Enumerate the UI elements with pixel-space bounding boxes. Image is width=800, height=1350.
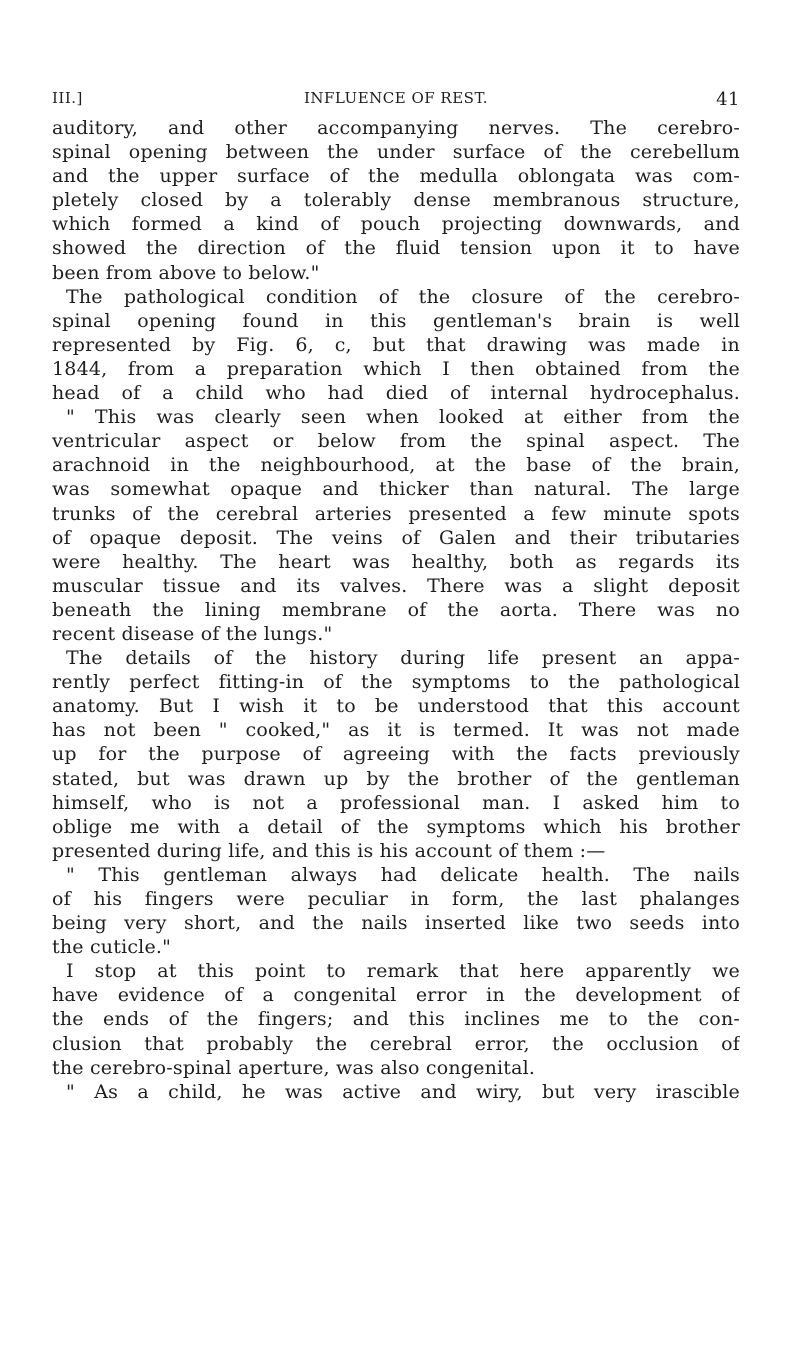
text-line: recent disease of the lungs." <box>52 622 333 645</box>
text-line: of his fingers were peculiar in form, the last phalanges <box>52 888 740 910</box>
text-line: has not been " cooked," as it is termed. It was not made <box>52 719 740 742</box>
text-line: The pathological condition of the closure of the cerebro- <box>66 285 740 308</box>
text-line: and the upper surface of the medulla oblongata was com- <box>52 165 740 188</box>
text-line: the cerebro-spinal aperture, was also congenital. <box>52 1056 536 1079</box>
page-header <box>52 89 740 115</box>
text-line: head of a child who had died of internal hydrocephalus. <box>52 382 740 405</box>
text-line: pletely closed by a tolerably dense membranous structure, <box>52 189 740 212</box>
text-line: represented by Fig. 6, c, but that drawing was made in <box>52 333 740 356</box>
page-number: 41 <box>716 89 740 110</box>
text-line: showed the direction of the fluid tension upon it to have <box>52 237 740 260</box>
chapter-number: III.] <box>52 89 83 107</box>
text-line: beneath the lining membrane of the aorta. There was no <box>52 598 740 621</box>
text-line: have evidence of a congenital error in the development of <box>52 984 740 1007</box>
text-line: trunks of the cerebral arteries presented a few minute spots <box>52 502 740 525</box>
text-line: ventricular aspect or below from the spinal aspect. The <box>52 430 740 453</box>
text-line: " This was clearly seen when looked at either from the <box>66 406 740 429</box>
text-line: spinal opening between the under surface of the cerebellum <box>52 141 740 164</box>
text-line: oblige me with a detail of the symptoms which his brother <box>52 815 740 838</box>
text-line: the cuticle." <box>52 936 172 959</box>
text-line: arachnoid in the neighbourhood, at the base of the brain, <box>52 454 740 477</box>
text-line: I stop at this point to remark that here apparently we <box>66 960 740 983</box>
text-line: stated, but was drawn up by the brother of the gentleman <box>52 767 740 790</box>
text-line: rently perfect fitting-in of the symptoms to the pathological <box>52 671 740 694</box>
text-line: being very short, and the nails inserted like two seeds into <box>52 912 740 935</box>
text-line: been from above to below." <box>52 261 320 284</box>
page-body <box>52 116 740 1104</box>
text-line: the ends of the fingers; and this inclines me to the con- <box>52 1008 740 1031</box>
text-line: 1844, from a preparation which I then obtained from the <box>52 357 740 380</box>
text-line: spinal opening found in this gentleman's brain is well <box>52 309 740 332</box>
text-line: of opaque deposit. The veins of Galen and their tributaries <box>52 526 740 549</box>
text-line: were healthy. The heart was healthy, both as regards its <box>52 550 740 573</box>
running-title: INFLUENCE OF REST. <box>303 89 489 107</box>
text-line: auditory, and other accompanying nerves. The cerebro- <box>52 117 740 139</box>
text-line: muscular tissue and its valves. There was a slight deposit <box>52 574 740 597</box>
text-line: anatomy. But I wish it to be understood that this account <box>52 695 740 718</box>
text-line: clusion that probably the cerebral error, the occlusion of <box>52 1032 740 1055</box>
text-line: which formed a kind of pouch projecting downwards, and <box>52 213 740 236</box>
text-line: " This gentleman always had delicate health. The nails <box>66 863 740 886</box>
text-line: " As a child, he was active and wiry, but very irascible <box>66 1080 740 1103</box>
text-line: up for the purpose of agreeing with the facts previously <box>52 743 740 766</box>
text-line: The details of the history during life present an appa- <box>66 647 740 670</box>
text-line: was somewhat opaque and thicker than natural. The large <box>52 478 740 501</box>
text-line: himself, who is not a professional man. I asked him to <box>52 791 740 814</box>
text-line: presented during life, and this is his account of them :— <box>52 839 606 862</box>
